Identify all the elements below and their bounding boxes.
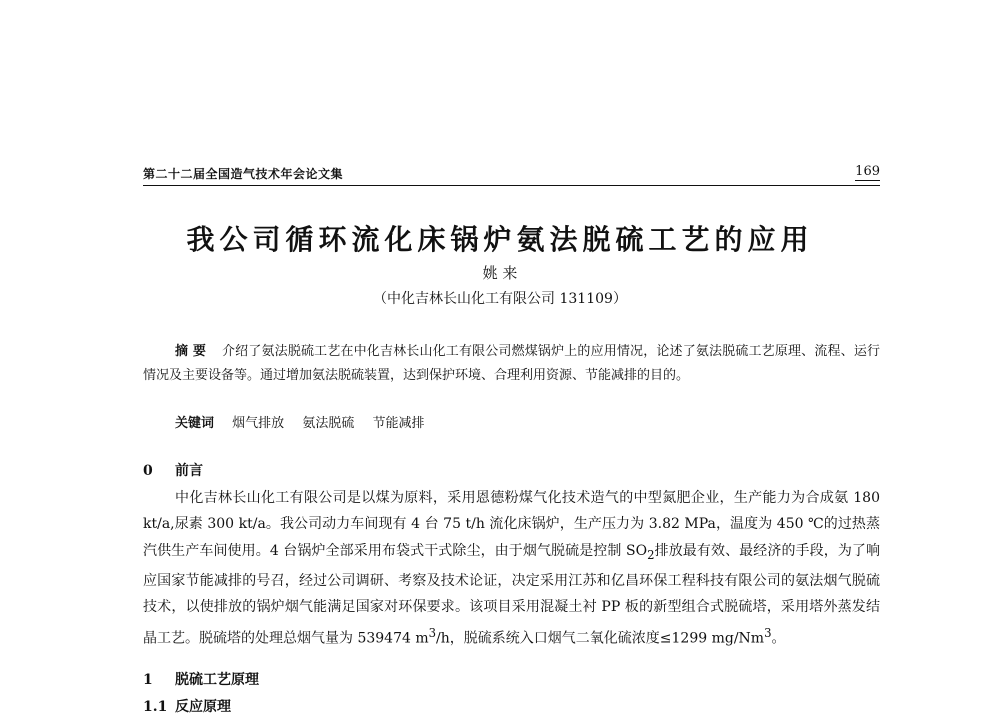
keyword-item: 烟气排放 (232, 416, 285, 431)
section-heading-principle (143, 669, 259, 689)
section-number: 0 (143, 463, 153, 479)
section-heading-intro (143, 460, 203, 480)
intro-paragraph (143, 485, 880, 652)
intro-text-part: 排放最有效、最经济的手段，为了响应国家节能减排的号召，经过公司调研、考察及技术论证，决定采用江苏和亿昌环保工程科技有限公司的氨法烟气脱硫技术，以使排放的锅炉烟气能满足国家对环保要求。该项目采用混凝土衬 PP 板的新型组合式脱硫塔，采用塔外蒸发结晶工艺。脱硫塔的处理总烟气量为 539474 m (143, 542, 881, 647)
intro-superscript: 3 (764, 626, 772, 641)
intro-superscript: 3 (428, 626, 437, 641)
intro-text-part: 。 (771, 630, 786, 647)
subsection-title: 反应原理 (175, 699, 231, 715)
author-name: 姚 来 (482, 264, 518, 282)
abstract-label: 摘 要 (175, 344, 207, 359)
author-affiliation: （中化吉林长山化工有限公司 131109） (373, 291, 627, 307)
paper-title: 我公司循环流化床锅炉氨法脱硫工艺的应用 (186, 223, 814, 256)
subsection-number: 1.1 (143, 699, 168, 715)
intro-text-part: 中化吉林长山化工有限公司是以煤为原料，采用恩德粉煤气化技术造气的中型氮肥企业，生产能力为合成氨 180 kt/a,尿素 300 kt/a。我公司动力车间现有 4 台 75 t/h 流化床锅炉，生产压力为 3.82 MPa，温度为 450 ℃的过热蒸汽供生产车间使用。4 台锅炉全部采用布袋式干式除尘，由于烟气脱硫是控制 SO (143, 490, 880, 559)
abstract (143, 340, 880, 388)
page-number: 169 (855, 164, 880, 179)
journal-name: 第二十二届全国造气技术年会论文集 (143, 167, 344, 181)
subsection-heading-reaction (143, 696, 231, 716)
keywords-label: 关键词 (175, 416, 215, 431)
intro-text-part: /h，脱硫系统入口烟气二氧化硫浓度≤1299 mg/Nm (436, 630, 765, 647)
intro-subscript: 2 (647, 547, 655, 562)
keywords (175, 412, 438, 431)
keyword-item: 氨法脱硫 (302, 416, 355, 431)
section-title: 脱硫工艺原理 (175, 672, 259, 688)
keyword-item: 节能减排 (372, 416, 425, 431)
section-number: 1 (143, 672, 153, 688)
abstract-text: 介绍了氨法脱硫工艺在中化吉林长山化工有限公司燃煤锅炉上的应用情况，论述了氨法脱硫工艺原理、流程、运行情况及主要设备等。通过增加氨法脱硫装置，达到保护环境、合理利用资源、节能减排的目的。 (143, 344, 880, 383)
section-title: 前言 (175, 463, 203, 479)
running-header (143, 165, 880, 186)
